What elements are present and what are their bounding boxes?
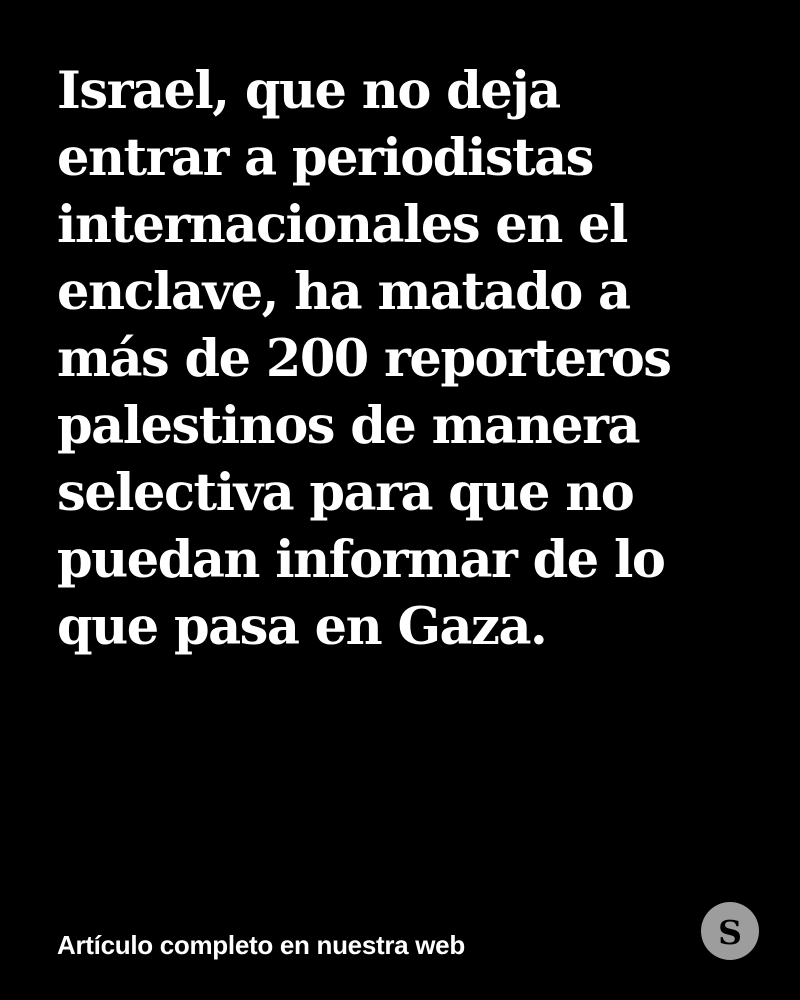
quote-line: entrar a periodistas xyxy=(57,128,593,188)
logo-letter: S xyxy=(718,912,742,952)
quote-line: puedan informar de lo xyxy=(57,530,665,590)
quote-line: que pasa en Gaza. xyxy=(57,597,547,657)
brand-logo xyxy=(701,902,759,960)
quote-line: enclave, ha matado a xyxy=(57,262,630,322)
full-article-link[interactable]: Artículo completo en nuestra web xyxy=(57,930,465,960)
quote-line: más de 200 reporteros xyxy=(57,329,671,389)
headline-quote xyxy=(57,58,757,661)
quote-line: Israel, que no deja xyxy=(57,61,560,121)
quote-line: selectiva para que no xyxy=(57,463,634,523)
quote-line: palestinos de manera xyxy=(57,396,640,456)
quote-line: internacionales en el xyxy=(57,195,627,255)
